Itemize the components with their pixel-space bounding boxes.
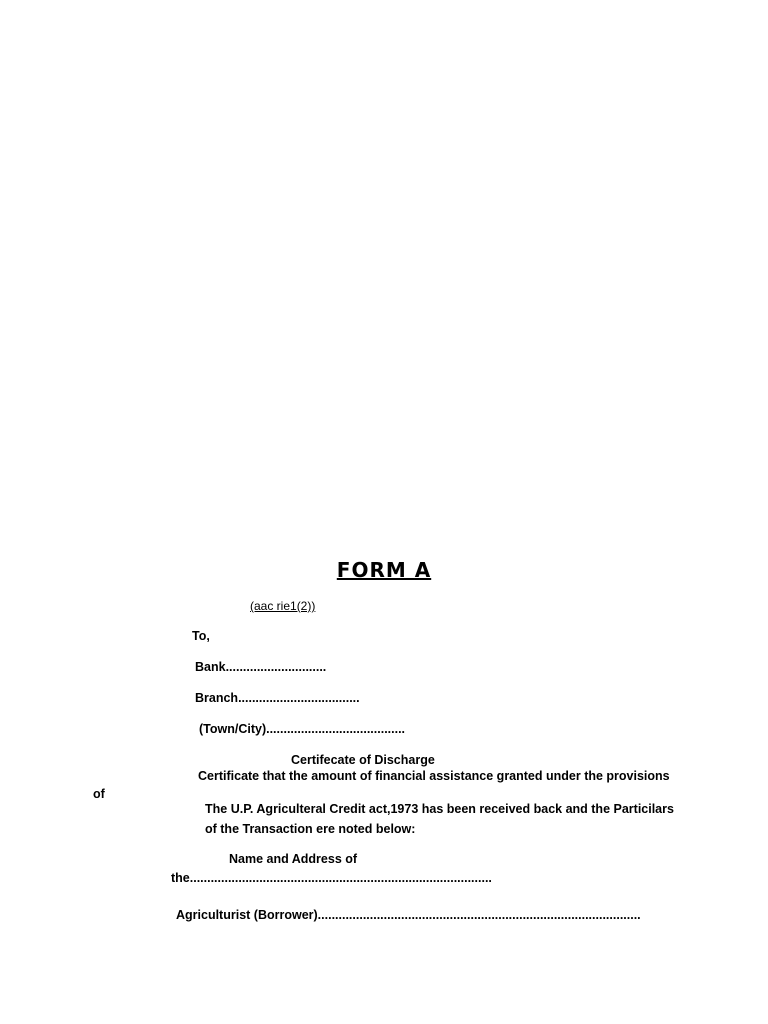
certificate-text-line-3: of the Transaction ere noted below: (205, 822, 416, 836)
certificate-text-of: of (93, 787, 105, 801)
addressee-to: To, (192, 629, 210, 643)
name-address-field: the....................................................................................... (171, 871, 492, 885)
form-title: FORM A (336, 558, 432, 582)
certificate-text-line-2: The U.P. Agriculteral Credit act,1973 has been received back and the Particilars (205, 802, 674, 816)
bank-field: Bank............................. (195, 660, 327, 674)
certificate-heading: Certifecate of Discharge (291, 753, 435, 767)
name-address-label: Name and Address of (229, 852, 358, 866)
rule-reference: (aac rie1(2)) (250, 599, 316, 613)
agriculturist-borrower-field: Agriculturist (Borrower)............................................................................................. (176, 908, 641, 922)
certificate-text-line-1: Certificate that the amount of financial assistance granted under the provisions (198, 769, 670, 783)
branch-field: Branch................................... (195, 691, 360, 705)
town-city-field: (Town/City)........................................ (199, 722, 406, 736)
